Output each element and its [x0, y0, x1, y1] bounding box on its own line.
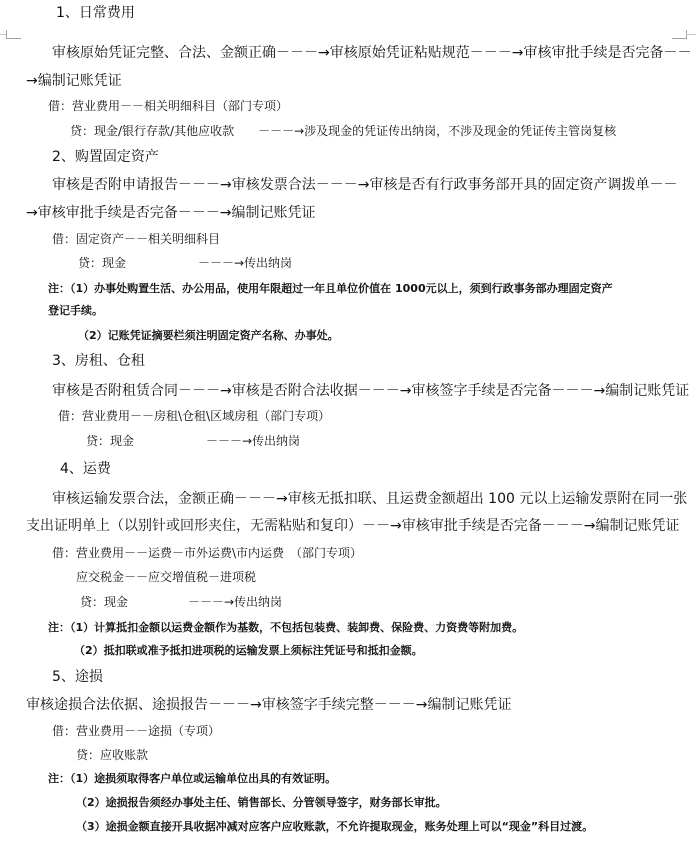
- note-text: （3）途损金额直接开具收据冲减对应客户应收账款，不允许提取现金，账务处理上可以“现金”科目过渡。: [76, 820, 594, 833]
- note-text: 注：（1）办事处购置生活、办公用品，使用年限超过一年且单位价值在 1000元以上，须到行政事务部办理固定资产: [48, 282, 613, 295]
- section-heading: 2、购置固定资产: [52, 149, 159, 165]
- section-heading: 3、房租、仓租: [52, 353, 145, 369]
- note-text: 注：（1）途损须取得客户单位或运输单位出具的有效证明。: [48, 772, 337, 785]
- note-text: （2）抵扣联或准予抵扣进项税的运输发票上须标注凭证号和抵扣金额。: [74, 644, 423, 657]
- page-corner-mark-left: [6, 30, 21, 39]
- credit-entry: 贷：现金 －－－→传出纳岗: [78, 256, 293, 270]
- debit-entry-2: 应交税金－－应交增值税－进项税: [76, 570, 257, 584]
- section-heading: 4、运费: [60, 461, 111, 477]
- credit-entry: 贷：应收账款: [76, 748, 149, 762]
- flow-text: 审核原始凭证完整、合法、金额正确－－－→审核原始凭证粘贴规范－－－→审核审批手续是否完备－－: [52, 45, 692, 61]
- flow-text: →编制记账凭证: [26, 73, 122, 89]
- credit-entry: 贷：现金/银行存款/其他应收款 －－－→涉及现金的凭证传出纳岗，不涉及现金的凭证传主管岗复核: [70, 124, 617, 138]
- note-text: 注：（1）计算抵扣金额以运费金额作为基数，不包括包装费、装卸费、保险费、力资费等附加费。: [48, 621, 524, 634]
- credit-entry: 贷：现金 －－－→传出纳岗: [86, 434, 301, 448]
- header-rule-right: [686, 34, 696, 35]
- flow-text: 审核是否附租赁合同－－－→审核是否附合法收据－－－→审核签字手续是否完备－－－→编制记账凭证: [52, 383, 690, 399]
- section-heading: 5、途损: [52, 669, 103, 685]
- note-text: 登记手续。: [48, 304, 103, 317]
- debit-entry: 借：营业费用－－途损（专项）: [52, 724, 221, 738]
- header-rule: [0, 34, 6, 35]
- flow-text: →审核审批手续是否完备－－－→编制记账凭证: [26, 205, 316, 221]
- credit-entry: 贷：现金 －－－→传出纳岗: [80, 595, 283, 609]
- note-text: （2）记账凭证摘要栏须注明固定资产名称、办事处。: [78, 329, 339, 342]
- debit-entry: 借：固定资产－－相关明细科目: [52, 232, 221, 246]
- page-corner-mark-right: [672, 30, 687, 39]
- flow-text: 审核途损合法依据、途损报告－－－→审核签字手续完整－－－→编制记账凭证: [26, 697, 512, 713]
- debit-entry: 借：营业费用－－运费－市外运费\市内运费 （部门专项）: [52, 546, 363, 560]
- flow-text: 审核运输发票合法，金额正确－－－→审核无抵扣联、且运费金额超出 100 元以上运输发票附在同一张: [52, 491, 688, 507]
- note-text: （2）途损报告须经办事处主任、销售部长、分管领导签字，财务部长审批。: [76, 796, 447, 809]
- flow-text: 审核是否附申请报告－－－→审核发票合法－－－→审核是否有行政事务部开具的固定资产调拨单－－: [52, 177, 678, 193]
- flow-text: 支出证明单上（以别针或回形夹住，无需粘贴和复印）－－→审核审批手续是否完备－－－→编制记账凭证: [26, 518, 680, 534]
- debit-entry: 借：营业费用－－相关明细科目（部门专项）: [48, 99, 289, 113]
- section-heading: 1、日常费用: [56, 5, 135, 21]
- debit-entry: 借：营业费用－－房租\仓租\区域房租（部门专项）: [58, 409, 331, 423]
